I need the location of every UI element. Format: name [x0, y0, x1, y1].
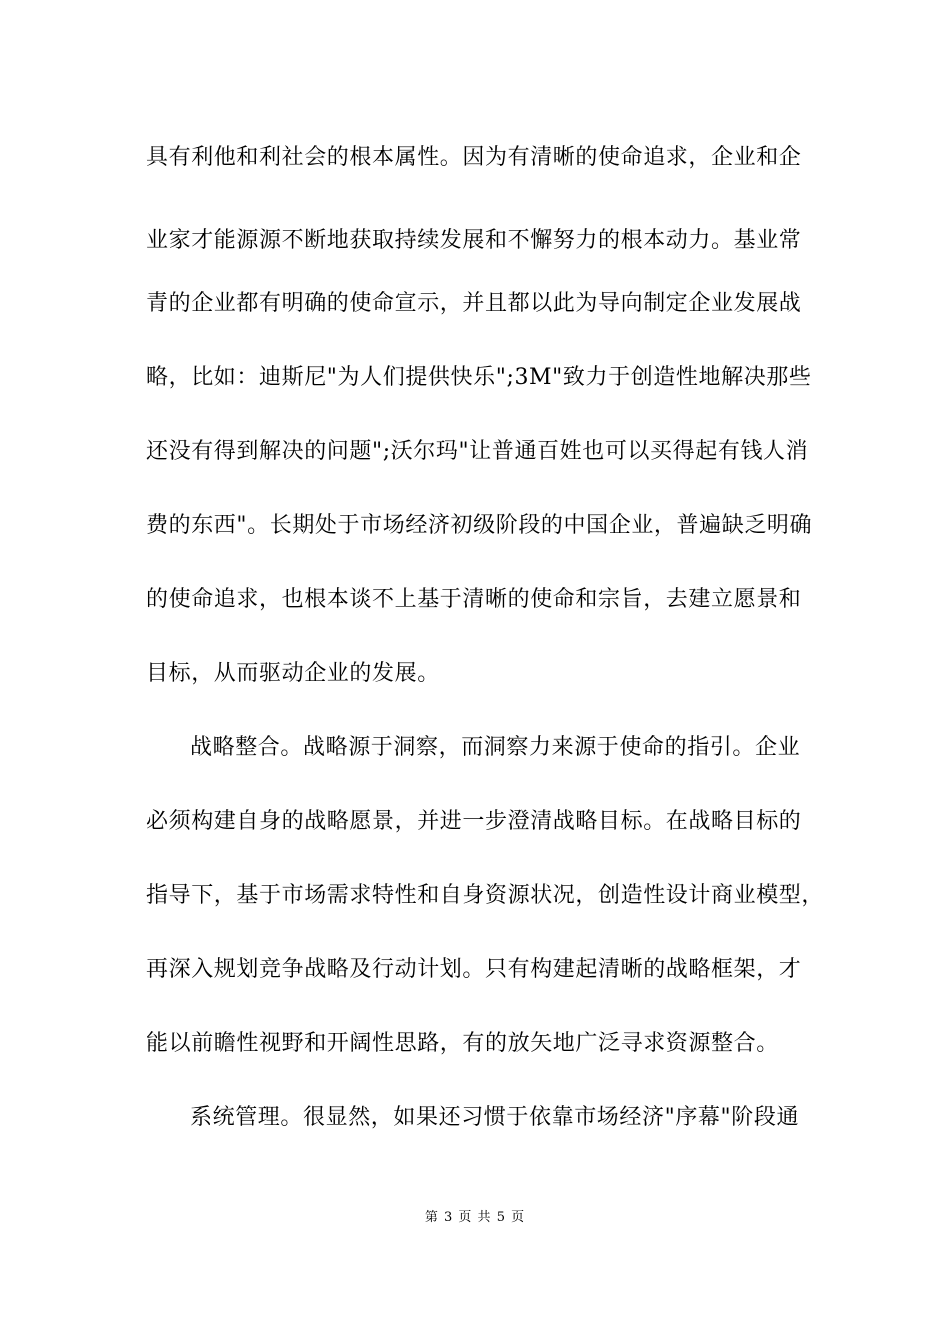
text-line: 的使命追求，也根本谈不上基于清晰的使命和宗旨，去建立愿景和 [146, 587, 802, 612]
text-line: 还没有得到解决的问题";沃尔玛"让普通百姓也可以买得起有钱人消 [146, 439, 809, 464]
text-line: 具有利他和利社会的根本属性。因为有清晰的使命追求，企业和企 [146, 145, 802, 170]
text-line: 指导下，基于市场需求特性和自身资源状况，创造性设计商业模型， [146, 883, 825, 908]
text-line: 青的企业都有明确的使命宣示，并且都以此为导向制定企业发展战 [146, 291, 802, 316]
text-line: 必须构建自身的战略愿景，并进一步澄清战略目标。在战略目标的 [146, 809, 802, 834]
text-line: 业家才能源源不断地获取持续发展和不懈努力的根本动力。基业常 [146, 228, 802, 253]
text-line: 目标，从而驱动企业的发展。 [146, 661, 440, 686]
text-line: 能以前瞻性视野和开阔性思路，有的放矢地广泛寻求资源整合。 [146, 1031, 779, 1056]
text-line: 费的东西"。长期处于市场经济初级阶段的中国企业，普遍缺乏明确 [146, 513, 813, 538]
text-line: 再深入规划竞争战略及行动计划。只有构建起清晰的战略框架，才 [146, 957, 802, 982]
page-number-footer: 第 3 页 共 5 页 [424, 1210, 526, 1225]
paragraph-start-line: 战略整合。战略源于洞察，而洞察力来源于使命的指引。企业 [190, 735, 801, 760]
text-line: 略，比如：迪斯尼"为人们提供快乐";3M"致力于创造性地解决那些 [146, 365, 812, 390]
paragraph-start-line: 系统管理。很显然，如果还习惯于依靠市场经济"序幕"阶段通 [190, 1105, 800, 1130]
